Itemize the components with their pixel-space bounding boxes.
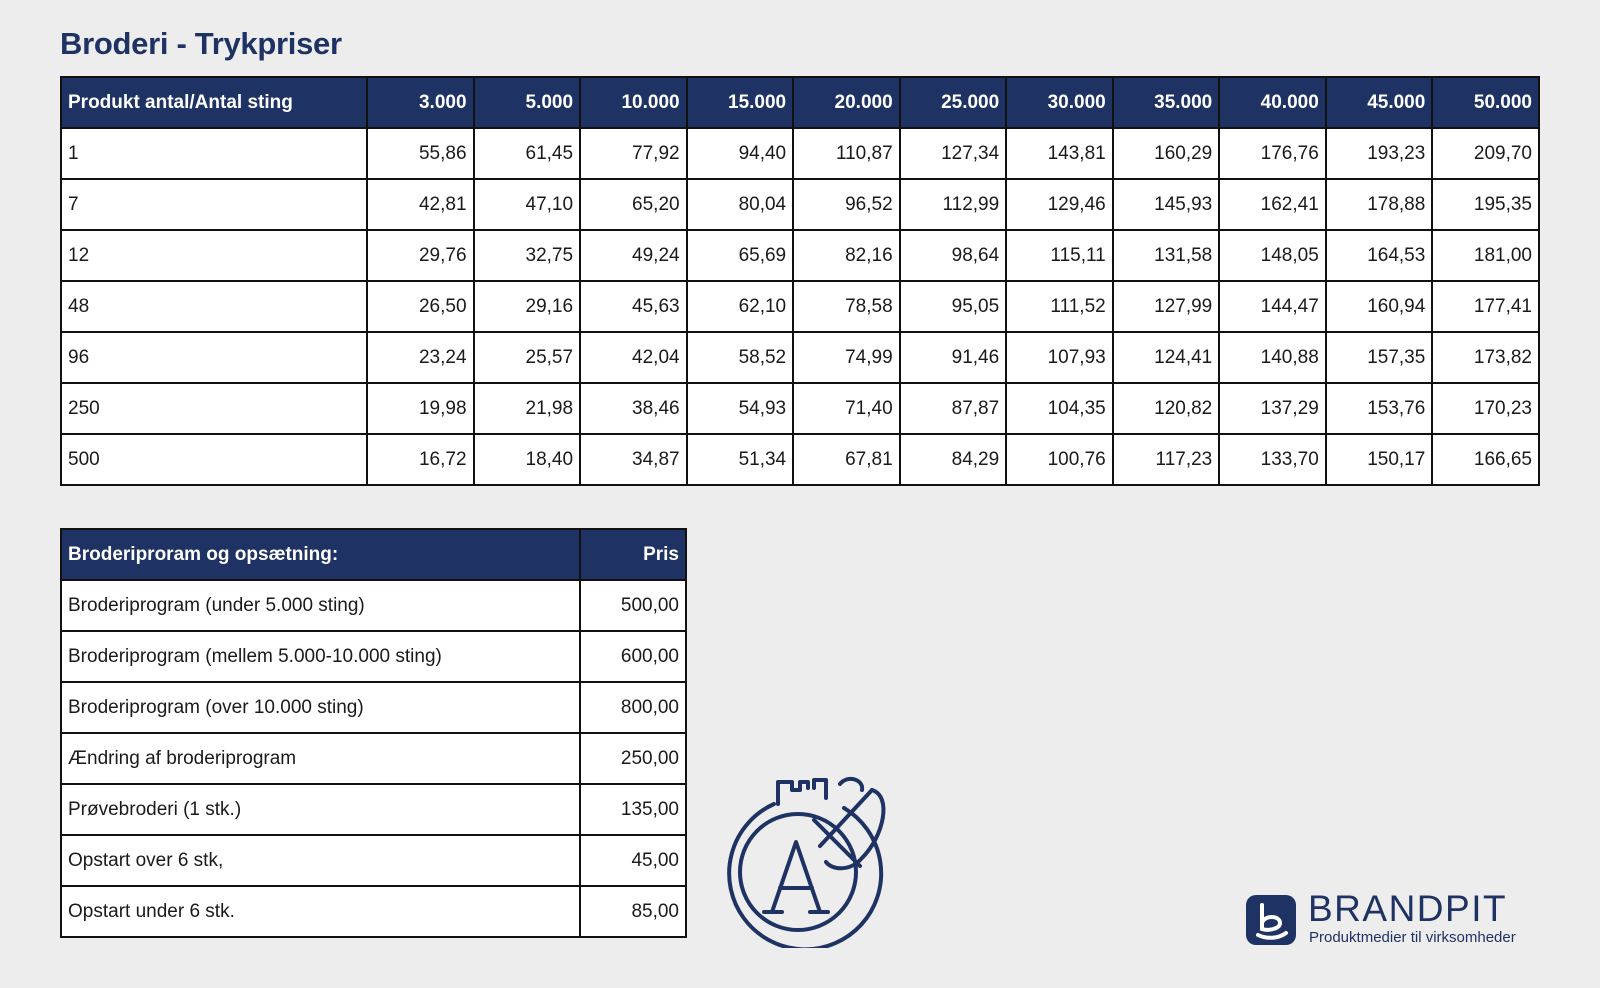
header-cell: 20.000 xyxy=(793,77,900,128)
price-cell: 65,69 xyxy=(687,230,794,281)
price-cell: 148,05 xyxy=(1219,230,1326,281)
brand-name: BRANDPIT xyxy=(1308,888,1508,929)
header-cell: 50.000 xyxy=(1432,77,1539,128)
setup-price-cell: 45,00 xyxy=(580,835,686,886)
header-cell: 35.000 xyxy=(1113,77,1220,128)
price-cell: 160,29 xyxy=(1113,128,1220,179)
price-cell: 144,47 xyxy=(1219,281,1326,332)
price-cell: 82,16 xyxy=(793,230,900,281)
price-cell: 32,75 xyxy=(474,230,581,281)
price-cell: 74,99 xyxy=(793,332,900,383)
price-cell: 170,23 xyxy=(1432,383,1539,434)
setup-table-header xyxy=(61,529,686,580)
header-cell: 40.000 xyxy=(1219,77,1326,128)
quantity-cell: 250 xyxy=(61,383,367,434)
price-cell: 209,70 xyxy=(1432,128,1539,179)
price-cell: 95,05 xyxy=(900,281,1007,332)
header-cell: Broderiproram og opsætning: xyxy=(61,529,580,580)
table-row xyxy=(61,886,686,937)
price-cell: 160,94 xyxy=(1326,281,1433,332)
table-row xyxy=(61,631,686,682)
price-cell: 140,88 xyxy=(1219,332,1326,383)
price-cell: 143,81 xyxy=(1006,128,1113,179)
price-cell: 145,93 xyxy=(1113,179,1220,230)
price-cell: 110,87 xyxy=(793,128,900,179)
price-cell: 133,70 xyxy=(1219,434,1326,485)
price-cell: 29,16 xyxy=(474,281,581,332)
quantity-cell: 1 xyxy=(61,128,367,179)
header-cell: 15.000 xyxy=(687,77,794,128)
brand-block xyxy=(1246,888,1546,950)
price-cell: 162,41 xyxy=(1219,179,1326,230)
quantity-cell: 500 xyxy=(61,434,367,485)
quantity-cell: 12 xyxy=(61,230,367,281)
header-cell: 30.000 xyxy=(1006,77,1113,128)
price-cell: 120,82 xyxy=(1113,383,1220,434)
brandpit-logo-icon xyxy=(1246,895,1296,945)
header-cell: Pris xyxy=(580,529,686,580)
table-row xyxy=(61,733,686,784)
price-cell: 62,10 xyxy=(687,281,794,332)
setup-label-cell: Broderiprogram (under 5.000 sting) xyxy=(61,580,580,631)
price-cell: 104,35 xyxy=(1006,383,1113,434)
price-cell: 173,82 xyxy=(1432,332,1539,383)
price-cell: 181,00 xyxy=(1432,230,1539,281)
price-cell: 115,11 xyxy=(1006,230,1113,281)
setup-price-cell: 250,00 xyxy=(580,733,686,784)
price-cell: 127,34 xyxy=(900,128,1007,179)
price-cell: 195,35 xyxy=(1432,179,1539,230)
price-cell: 29,76 xyxy=(367,230,474,281)
price-cell: 137,29 xyxy=(1219,383,1326,434)
setup-label-cell: Ændring af broderiprogram xyxy=(61,733,580,784)
header-cell: 25.000 xyxy=(900,77,1007,128)
price-cell: 150,17 xyxy=(1326,434,1433,485)
price-cell: 193,23 xyxy=(1326,128,1433,179)
price-cell: 84,29 xyxy=(900,434,1007,485)
price-cell: 157,35 xyxy=(1326,332,1433,383)
price-cell: 34,87 xyxy=(580,434,687,485)
price-cell: 131,58 xyxy=(1113,230,1220,281)
price-cell: 112,99 xyxy=(900,179,1007,230)
quantity-cell: 7 xyxy=(61,179,367,230)
header-cell: 45.000 xyxy=(1326,77,1433,128)
table-row xyxy=(61,281,1539,332)
setup-price-cell: 85,00 xyxy=(580,886,686,937)
table-row xyxy=(61,383,1539,434)
price-cell: 38,46 xyxy=(580,383,687,434)
price-cell: 49,24 xyxy=(580,230,687,281)
price-cell: 117,23 xyxy=(1113,434,1220,485)
setup-label-cell: Prøvebroderi (1 stk.) xyxy=(61,784,580,835)
table-row xyxy=(61,682,686,733)
price-cell: 61,45 xyxy=(474,128,581,179)
page-title: Broderi - Trykpriser xyxy=(60,26,342,61)
price-cell: 178,88 xyxy=(1326,179,1433,230)
price-cell: 77,92 xyxy=(580,128,687,179)
price-cell: 100,76 xyxy=(1006,434,1113,485)
price-cell: 26,50 xyxy=(367,281,474,332)
setup-label-cell: Opstart over 6 stk, xyxy=(61,835,580,886)
price-cell: 18,40 xyxy=(474,434,581,485)
price-cell: 42,04 xyxy=(580,332,687,383)
price-cell: 107,93 xyxy=(1006,332,1113,383)
price-cell: 47,10 xyxy=(474,179,581,230)
price-cell: 153,76 xyxy=(1326,383,1433,434)
price-cell: 111,52 xyxy=(1006,281,1113,332)
price-cell: 94,40 xyxy=(687,128,794,179)
price-cell: 25,57 xyxy=(474,332,581,383)
setup-price-cell: 500,00 xyxy=(580,580,686,631)
price-cell: 176,76 xyxy=(1219,128,1326,179)
price-cell: 42,81 xyxy=(367,179,474,230)
price-cell: 19,98 xyxy=(367,383,474,434)
quantity-cell: 48 xyxy=(61,281,367,332)
table-row xyxy=(61,128,1539,179)
price-cell: 54,93 xyxy=(687,383,794,434)
setup-price-cell: 600,00 xyxy=(580,631,686,682)
price-cell: 23,24 xyxy=(367,332,474,383)
setup-label-cell: Broderiprogram (over 10.000 sting) xyxy=(61,682,580,733)
price-cell: 21,98 xyxy=(474,383,581,434)
price-cell: 87,87 xyxy=(900,383,1007,434)
quantity-cell: 96 xyxy=(61,332,367,383)
table-row xyxy=(61,332,1539,383)
table-row xyxy=(61,434,1539,485)
price-cell: 96,52 xyxy=(793,179,900,230)
price-cell: 45,63 xyxy=(580,281,687,332)
setup-table xyxy=(60,528,687,938)
price-cell: 71,40 xyxy=(793,383,900,434)
table-row xyxy=(61,580,686,631)
price-cell: 91,46 xyxy=(900,332,1007,383)
embroidery-hoop-icon xyxy=(722,776,898,948)
price-cell: 55,86 xyxy=(367,128,474,179)
price-cell: 129,46 xyxy=(1006,179,1113,230)
setup-label-cell: Opstart under 6 stk. xyxy=(61,886,580,937)
header-cell: 10.000 xyxy=(580,77,687,128)
price-cell: 177,41 xyxy=(1432,281,1539,332)
price-cell: 166,65 xyxy=(1432,434,1539,485)
setup-price-cell: 135,00 xyxy=(580,784,686,835)
header-cell: Produkt antal/Antal sting xyxy=(61,77,367,128)
header-cell: 3.000 xyxy=(367,77,474,128)
table-row xyxy=(61,784,686,835)
price-cell: 16,72 xyxy=(367,434,474,485)
price-cell: 65,20 xyxy=(580,179,687,230)
setup-label-cell: Broderiprogram (mellem 5.000-10.000 sting) xyxy=(61,631,580,682)
table-row xyxy=(61,230,1539,281)
price-cell: 58,52 xyxy=(687,332,794,383)
setup-price-cell: 800,00 xyxy=(580,682,686,733)
table-row xyxy=(61,835,686,886)
table-row xyxy=(61,179,1539,230)
price-cell: 98,64 xyxy=(900,230,1007,281)
price-table xyxy=(60,76,1540,486)
price-table-header xyxy=(61,77,1539,128)
brand-tagline: Produktmedier til virksomheder xyxy=(1309,929,1516,946)
price-cell: 164,53 xyxy=(1326,230,1433,281)
price-cell: 127,99 xyxy=(1113,281,1220,332)
price-cell: 124,41 xyxy=(1113,332,1220,383)
price-cell: 78,58 xyxy=(793,281,900,332)
price-cell: 80,04 xyxy=(687,179,794,230)
header-cell: 5.000 xyxy=(474,77,581,128)
price-cell: 67,81 xyxy=(793,434,900,485)
price-cell: 51,34 xyxy=(687,434,794,485)
